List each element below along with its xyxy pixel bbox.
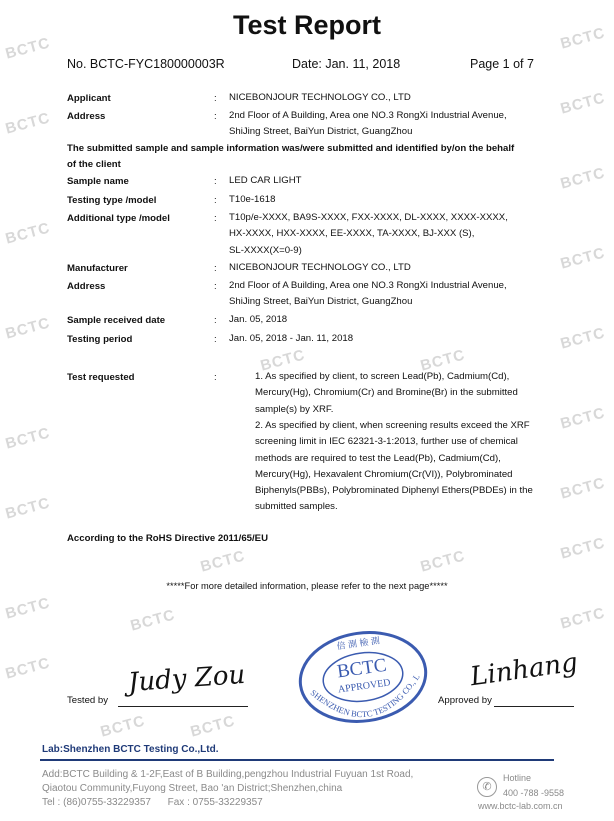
watermark: BCTC bbox=[418, 547, 468, 576]
stamp-top-text: 倍 測 檢 測 bbox=[336, 635, 381, 652]
testing-period-colon: : bbox=[214, 334, 217, 345]
test-requested-value-line: screening limit in IEC 62321-3-1:2013, further use of chemical bbox=[255, 436, 518, 448]
watermark: BCTC bbox=[558, 244, 608, 273]
testing-type-colon: : bbox=[214, 195, 217, 206]
watermark: BCTC bbox=[3, 314, 53, 343]
lab-name: Lab:Shenzhen BCTC Testing Co.,Ltd. bbox=[42, 744, 219, 755]
watermark: BCTC bbox=[558, 89, 608, 118]
manufacturer-address-colon: : bbox=[214, 281, 217, 292]
applicant-address-colon: : bbox=[214, 111, 217, 122]
phone-icon: ✆ bbox=[477, 777, 497, 797]
page-number: Page 1 of 7 bbox=[470, 57, 534, 71]
approved-by-label: Approved by bbox=[438, 695, 492, 706]
sample-received-date-value: Jan. 05, 2018 bbox=[229, 314, 288, 325]
applicant-colon: : bbox=[214, 93, 217, 104]
applicant-address-label: Address bbox=[67, 111, 106, 122]
watermark: BCTC bbox=[558, 24, 608, 53]
watermark: BCTC bbox=[558, 404, 608, 433]
sample-name-value: LED CAR LIGHT bbox=[229, 175, 302, 186]
footer-rule bbox=[40, 759, 554, 761]
additional-type-value-line: HX-XXXX, HXX-XXXX, EE-XXXX, TA-XXXX, BJ-XXX (S), bbox=[229, 228, 475, 240]
website[interactable]: www.bctc-lab.com.cn bbox=[478, 801, 563, 811]
additional-type-value-line: SL-XXXX(X=0-9) bbox=[229, 244, 302, 256]
report-number: No. BCTC-FYC180000003R bbox=[67, 57, 225, 71]
tel-fax: Tel : (86)0755-33229357 Fax : 0755-33229357 bbox=[42, 797, 263, 808]
address-line: Qiaotou Community,Fuyong Street, Bao 'an District;Shenzhen,china bbox=[42, 783, 343, 794]
watermark: BCTC bbox=[188, 712, 238, 741]
watermark: BCTC bbox=[3, 594, 53, 623]
watermark: BCTC bbox=[3, 34, 53, 63]
page-title: Test Report bbox=[232, 10, 381, 40]
report-date: Date: Jan. 11, 2018 bbox=[292, 57, 401, 71]
submission-statement: of the client bbox=[67, 159, 121, 170]
test-requested-value-line: Mercury(Hg), Hexavalent Chromium(Cr(VI)), Polybrominated bbox=[255, 468, 513, 480]
stamp-approved: APPROVED bbox=[337, 677, 392, 696]
stamp-bctc: BCTC bbox=[335, 654, 388, 683]
manufacturer-address-value-line: ShiJing Street, BaiYun District, GuangZhou bbox=[229, 296, 413, 308]
watermark: BCTC bbox=[3, 219, 53, 248]
directive: According to the RoHS Directive 2011/65/EU bbox=[67, 533, 268, 544]
watermark: BCTC bbox=[258, 346, 308, 375]
testing-type-value: T10e-1618 bbox=[229, 194, 276, 205]
watermark: BCTC bbox=[558, 324, 608, 353]
test-requested-value-line: Biphenyls(PBBs), Polybrominated Diphenyl Ethers(PBDEs) in the bbox=[255, 485, 533, 497]
test-requested-value-line: 2. As specified by client, when screening results exceed the XRF bbox=[255, 419, 530, 431]
sample-name-label: Sample name bbox=[67, 176, 129, 187]
footer-address bbox=[42, 768, 413, 810]
watermark: BCTC bbox=[558, 534, 608, 563]
approval-stamp bbox=[296, 626, 430, 728]
sample-received-date-colon: : bbox=[214, 315, 217, 326]
test-requested-value-line: 1. As specified by client, to screen Lead(Pb), Cadmium(Cd), bbox=[255, 371, 510, 382]
sample-received-date-label: Sample received date bbox=[67, 315, 166, 326]
watermark: BCTC bbox=[418, 346, 468, 375]
applicant-address-value-line: 2nd Floor of A Building, Area one NO.3 RongXi Industrial Avenue, bbox=[229, 110, 507, 121]
stamp-ring-text: SHENZHEN BCTC TESTING CO., LTD. bbox=[308, 672, 422, 720]
manufacturer-address-value-line: 2nd Floor of A Building, Area one NO.3 RongXi Industrial Avenue, bbox=[229, 280, 507, 291]
address-line: Add:BCTC Building & 1-2F,East of B Building,pengzhou Industrial Fuyuan 1st Road, bbox=[42, 769, 414, 780]
watermark: BCTC bbox=[558, 474, 608, 503]
test-requested-colon: : bbox=[214, 372, 217, 383]
manufacturer-colon: : bbox=[214, 263, 217, 274]
sample-name-colon: : bbox=[214, 176, 217, 187]
additional-type-label: Additional type /model bbox=[67, 213, 170, 224]
approved-by-line bbox=[494, 706, 574, 707]
testing-period-label: Testing period bbox=[67, 334, 133, 345]
approved-by-signature: Linhang bbox=[468, 647, 580, 693]
manufacturer-address-label: Address bbox=[67, 281, 106, 292]
watermark: BCTC bbox=[3, 654, 53, 683]
test-requested-value-line: methods are required to test the Lead(Pb), Cadmium(Cd), bbox=[255, 452, 501, 464]
tested-by-label: Tested by bbox=[67, 695, 109, 706]
applicant-label: Applicant bbox=[67, 93, 111, 104]
watermark: BCTC bbox=[3, 424, 53, 453]
test-requested-value-line: Mercury(Hg), Chromium(Cr) and Bromine(Br) in the submitted bbox=[255, 387, 518, 399]
watermark: BCTC bbox=[3, 494, 53, 523]
hotline-label: Hotline bbox=[503, 773, 532, 783]
test-requested-value-line: sample(s) by XRF. bbox=[255, 403, 334, 415]
tested-by-signature: Judy Zou bbox=[127, 659, 247, 699]
tested-by-line bbox=[118, 706, 248, 707]
watermark: BCTC bbox=[3, 109, 53, 138]
watermark: BCTC bbox=[98, 712, 148, 741]
watermark: BCTC bbox=[128, 606, 178, 635]
additional-type-value-line: T10p/e-XXXX, BA9S-XXXX, FXX-XXXX, DL-XXXX, XXXX-XXXX, bbox=[229, 212, 508, 223]
testing-type-label: Testing type /model bbox=[67, 195, 157, 206]
submission-statement: The submitted sample and sample information was/were submitted and identified by/on the behalf bbox=[67, 143, 515, 154]
manufacturer-value: NICEBONJOUR TECHNOLOGY CO., LTD bbox=[229, 262, 411, 273]
applicant-address-value-line: ShiJing Street, BaiYun District, GuangZhou bbox=[229, 126, 413, 138]
manufacturer-label: Manufacturer bbox=[67, 263, 128, 274]
watermark: BCTC bbox=[558, 164, 608, 193]
watermark: BCTC bbox=[558, 604, 608, 633]
test-requested-label: Test requested bbox=[67, 372, 135, 383]
hotline-number: 400 -788 -9558 bbox=[503, 788, 565, 798]
testing-period-value: Jan. 05, 2018 - Jan. 11, 2018 bbox=[229, 333, 354, 344]
watermark: BCTC bbox=[198, 547, 248, 576]
additional-type-colon: : bbox=[214, 213, 217, 224]
test-requested-value-line: submitted samples. bbox=[255, 501, 338, 513]
next-page-note: *****For more detailed information, please refer to the next page***** bbox=[166, 581, 448, 591]
applicant-value: NICEBONJOUR TECHNOLOGY CO., LTD bbox=[229, 92, 411, 103]
